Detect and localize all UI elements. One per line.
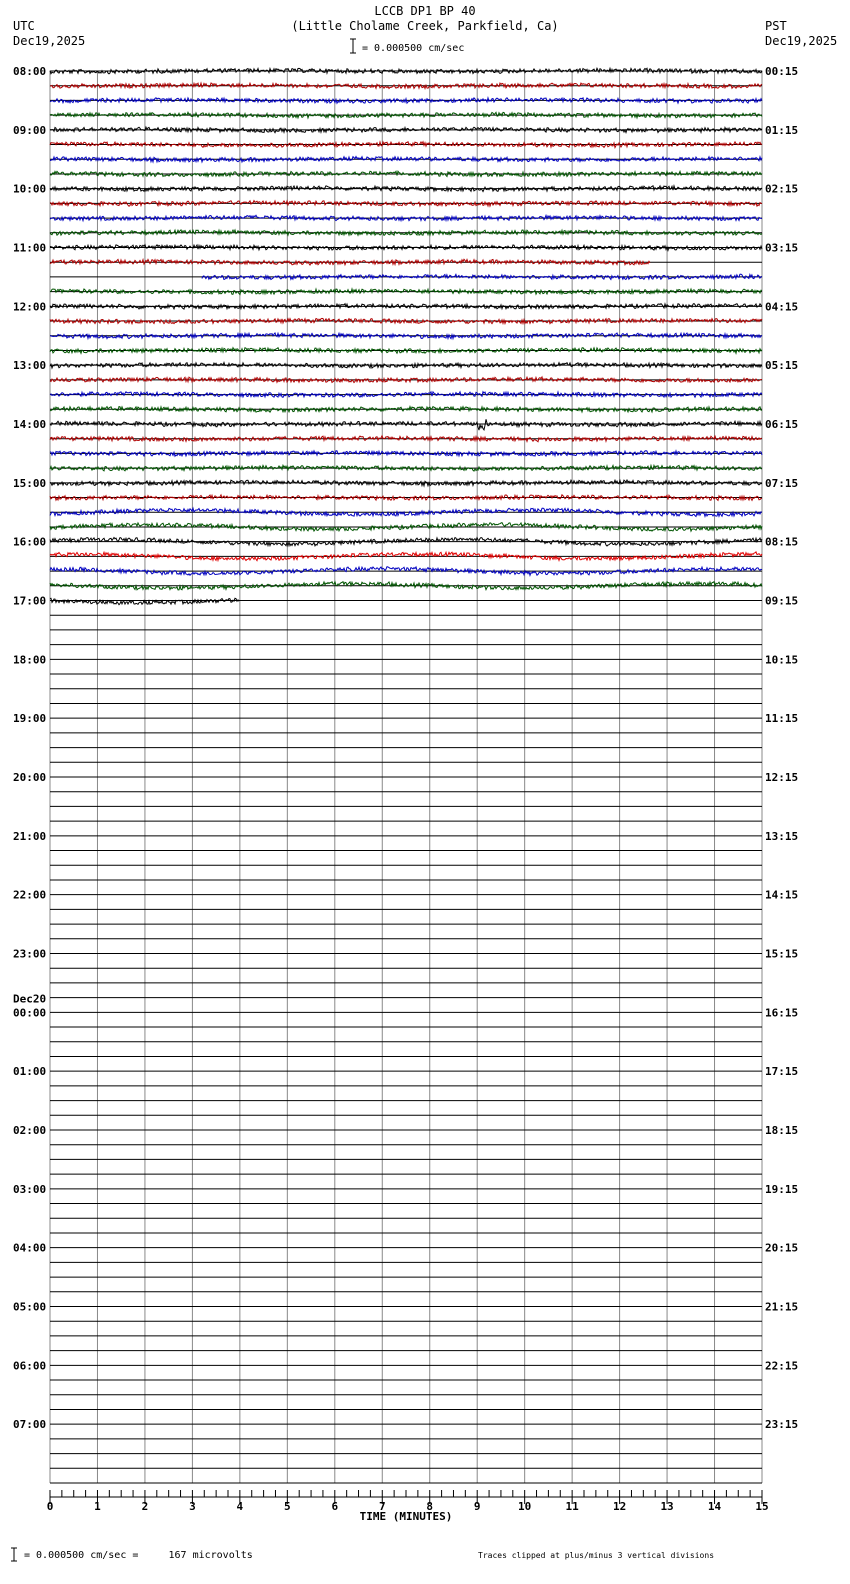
utc-date: Dec19,2025 <box>13 34 86 48</box>
utc-hour-label: 06:00 <box>13 1359 47 1373</box>
seismic-trace <box>50 407 762 413</box>
pst-hour-label: 01:15 <box>765 123 799 137</box>
pst-hour-label: 17:15 <box>765 1065 799 1079</box>
utc-hour-label: 16:00 <box>13 535 47 549</box>
utc-hour-label: 08:00 <box>13 65 47 78</box>
pst-hour-label: 10:15 <box>765 653 799 667</box>
footer-clip-note: Traces clipped at plus/minus 3 vertical divisions <box>478 1551 715 1560</box>
pst-hour-label: 18:15 <box>765 1124 799 1137</box>
station-location: (Little Cholame Creek, Parkfield, Ca) <box>291 19 559 33</box>
utc-hour-label: 12:00 <box>13 300 47 314</box>
x-axis-title: TIME (MINUTES) <box>359 1510 453 1523</box>
pst-hour-label: 23:15 <box>765 1418 799 1432</box>
pst-hour-label: 21:15 <box>765 1300 799 1314</box>
pst-hour-label: 08:15 <box>765 535 799 549</box>
pst-hour-label: 00:15 <box>765 65 799 78</box>
footer-scale-note: = 0.000500 cm/sec = 167 microvolts <box>24 1550 253 1561</box>
utc-hour-label: 05:00 <box>13 1300 47 1314</box>
seismic-trace <box>50 363 762 369</box>
pst-hour-label: 02:15 <box>765 182 799 196</box>
pst-hour-label: 13:15 <box>765 829 799 843</box>
seismic-trace <box>50 419 762 430</box>
utc-hour-label: 22:00 <box>13 888 47 902</box>
x-tick-label: 10 <box>518 1500 532 1513</box>
scale-bar-icon <box>11 1548 17 1561</box>
pst-hour-label: 22:15 <box>765 1359 799 1373</box>
seismic-trace <box>50 451 762 457</box>
x-tick-label: 15 <box>755 1500 769 1513</box>
utc-hour-label: 20:00 <box>13 771 47 784</box>
utc-hour-label: 13:00 <box>13 359 47 373</box>
x-tick-label: 5 <box>284 1500 291 1513</box>
seismic-trace <box>50 465 762 471</box>
pst-hour-label: 20:15 <box>765 1241 799 1255</box>
station-title: LCCB DP1 BP 40 <box>374 4 476 18</box>
utc-hour-label: 15:00 <box>13 476 47 490</box>
x-tick-label: 8 <box>426 1500 434 1513</box>
pst-hour-label: 09:15 <box>765 594 799 608</box>
x-axis <box>47 1490 769 1523</box>
x-tick-label: 1 <box>94 1500 101 1513</box>
x-tick-label: 0 <box>46 1500 54 1513</box>
utc-hour-label: 14:00 <box>13 418 47 431</box>
utc-hour-label: 18:00 <box>13 653 47 667</box>
pst-hour-label: 03:15 <box>765 241 799 255</box>
x-tick-label: 4 <box>236 1500 244 1513</box>
x-tick-label: 9 <box>473 1500 481 1513</box>
x-tick-label: 13 <box>660 1500 674 1513</box>
scale-label: = 0.000500 cm/sec <box>362 43 465 54</box>
x-tick-label: 3 <box>189 1500 196 1513</box>
utc-hour-label: 01:00 <box>13 1065 47 1079</box>
utc-hour-label: 10:00 <box>13 182 47 196</box>
x-tick-label: 11 <box>565 1500 579 1513</box>
trace-group <box>50 68 762 604</box>
utc-hour-label: 07:00 <box>13 1418 47 1432</box>
pst-hour-label: 05:15 <box>765 359 799 373</box>
pst-hour-label: 19:15 <box>765 1182 799 1196</box>
utc-hour-label: 23:00 <box>13 947 47 961</box>
x-tick-label: 14 <box>707 1500 722 1513</box>
x-tick-label: 7 <box>378 1500 386 1513</box>
utc-date-change-label: Dec20 <box>13 992 47 1006</box>
pst-hour-label: 15:15 <box>765 947 799 961</box>
plot-grid <box>50 71 762 1483</box>
x-tick-label: 6 <box>331 1500 339 1513</box>
utc-hour-label: 09:00 <box>13 123 47 137</box>
pst-hour-label: 11:15 <box>765 712 799 726</box>
x-tick-label: 2 <box>141 1500 149 1513</box>
utc-hour-label: 17:00 <box>13 594 47 608</box>
x-tick-label: 12 <box>612 1500 627 1513</box>
utc-hour-label: 00:00 <box>13 1006 47 1020</box>
utc-hour-label: 19:00 <box>13 712 47 726</box>
pst-hour-label: 06:15 <box>765 418 799 431</box>
utc-hour-label: 21:00 <box>13 829 47 843</box>
pst-hour-label: 16:15 <box>765 1006 799 1020</box>
utc-hour-label: 11:00 <box>13 241 47 255</box>
pst-hour-label: 04:15 <box>765 300 799 314</box>
pst-hour-label: 12:15 <box>765 771 799 784</box>
pst-date: Dec19,2025 <box>765 34 838 48</box>
utc-hour-label: 03:00 <box>13 1182 47 1196</box>
pst-label: PST <box>765 19 787 33</box>
scale-bar-icon <box>350 39 356 53</box>
utc-hour-label: 04:00 <box>13 1241 47 1255</box>
pst-hour-label: 14:15 <box>765 888 799 902</box>
utc-hour-label: 02:00 <box>13 1124 47 1137</box>
utc-label: UTC <box>13 19 35 33</box>
pst-hour-label: 07:15 <box>765 476 799 490</box>
seismic-trace <box>50 230 762 236</box>
